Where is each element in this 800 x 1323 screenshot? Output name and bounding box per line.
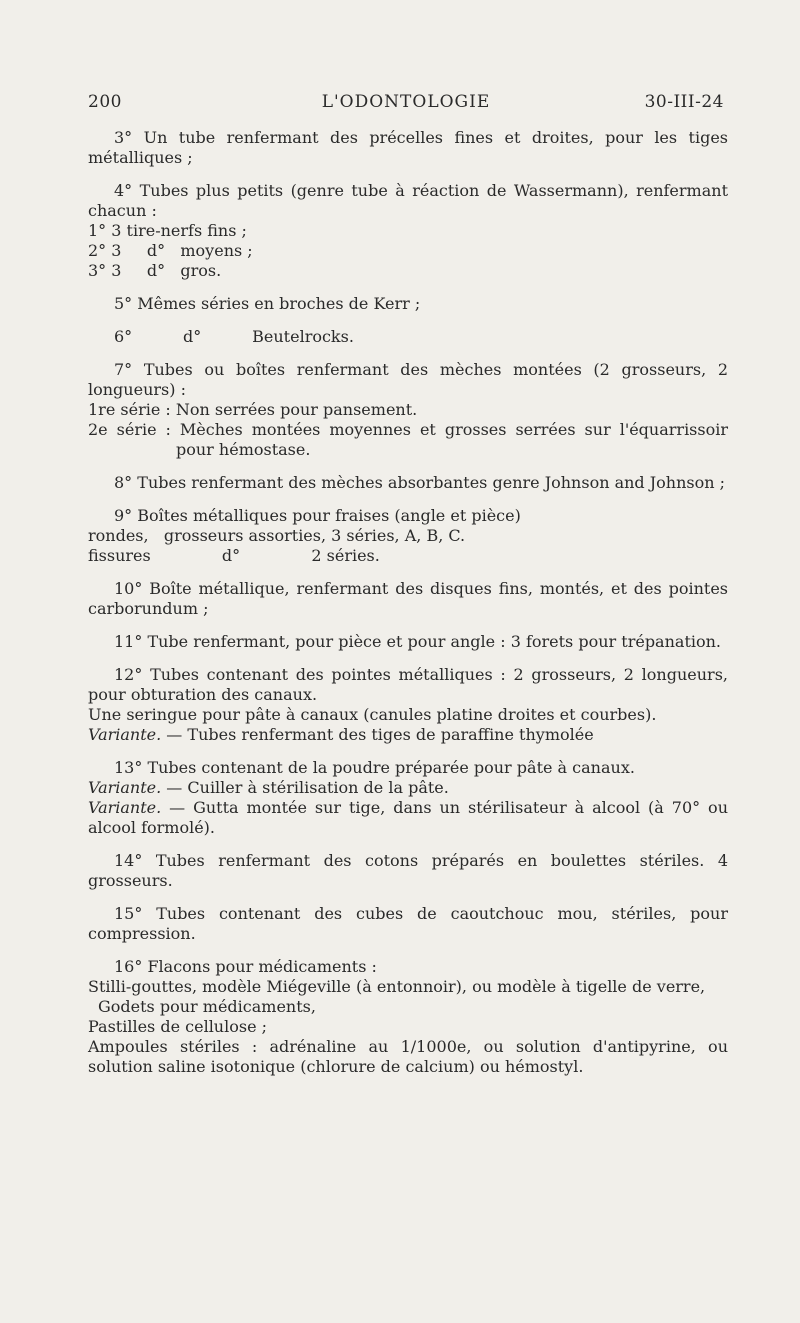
- item-4-sub-3: 3° 3 d° gros.: [88, 261, 222, 280]
- item-16-ampoules: Ampoules stériles : adrénaline au 1/1000e, ou solution d'antipyrine, ou solution saline isotonique (chlorure de calcium) ou hémostyl.: [88, 1037, 728, 1076]
- running-header: [88, 92, 724, 116]
- item-4: 4° Tubes plus petits (genre tube à réaction de Wassermann), renfermant chacun :: [88, 181, 728, 220]
- item-10: 10° Boîte métallique, renfermant des disques fins, montés, et des pointes carborundum ;: [88, 579, 728, 618]
- item-4-sub-1: 1° 3 tire-nerfs fins ;: [88, 221, 247, 240]
- item-16: 16° Flacons pour médicaments :: [114, 957, 377, 976]
- item-13-variante-1: [88, 778, 728, 798]
- variante-text: — Gutta montée sur tige, dans un stérilisateur à alcool (à 70° ou alcool formolé).: [88, 798, 728, 837]
- item-13-variante-2: [88, 798, 728, 838]
- item-7: 7° Tubes ou boîtes renfermant des mèches montées (2 grosseurs, 2 longueurs) :: [88, 360, 728, 399]
- item-15: 15° Tubes contenant des cubes de caoutchouc mou, stériles, pour compression.: [88, 904, 728, 943]
- item-3: 3° Un tube renfermant des précelles fines et droites, pour les tiges métalliques ;: [88, 128, 728, 167]
- item-9-fissures: fissures d° 2 séries.: [88, 546, 380, 565]
- item-11: 11° Tube renfermant, pour pièce et pour angle : 3 forets pour trépanation.: [114, 632, 722, 651]
- issue-date: 30-III-24: [644, 92, 724, 112]
- item-7-series-1: 1re série : Non serrées pour pansement.: [88, 400, 418, 419]
- item-12-seringue: Une seringue pour pâte à canaux (canules platine droites et courbes).: [88, 705, 657, 724]
- journal-title: L'ODONTOLOGIE: [321, 92, 491, 112]
- item-16-godets: Godets pour médicaments,: [98, 997, 316, 1016]
- variante-text: — Tubes renfermant des tiges de paraffine thymolée: [161, 725, 594, 744]
- item-7-series-2: 2e série : Mèches montées moyennes et grosses serrées sur l'équarrissoir pour hémostase.: [88, 420, 728, 459]
- variante-label: Variante.: [88, 725, 162, 744]
- item-13: 13° Tubes contenant de la poudre préparée pour pâte à canaux.: [114, 758, 635, 777]
- item-5: 5° Mêmes séries en broches de Kerr ;: [114, 294, 421, 313]
- item-6: 6° d° Beutelrocks.: [114, 327, 354, 346]
- variante-label: Variante.: [88, 798, 162, 817]
- item-16-pastilles: Pastilles de cellulose ;: [88, 1017, 268, 1036]
- variante-label: Variante.: [88, 778, 162, 797]
- item-4-sub-2: 2° 3 d° moyens ;: [88, 241, 253, 260]
- item-16-stilli-gouttes: Stilli-gouttes, modèle Miégeville (à entonnoir), ou modèle à tigelle de verre,: [88, 977, 706, 996]
- item-12: 12° Tubes contenant des pointes métalliques : 2 grosseurs, 2 longueurs, pour obturation des canaux.: [88, 665, 728, 704]
- variante-text: — Cuiller à stérilisation de la pâte.: [161, 778, 449, 797]
- item-12-variante: [88, 725, 728, 745]
- item-14: 14° Tubes renfermant des cotons préparés en boulettes stériles. 4 grosseurs.: [88, 851, 728, 890]
- page-body: [88, 128, 728, 1077]
- item-8: 8° Tubes renfermant des mèches absorbantes genre Johnson and Johnson ;: [114, 473, 726, 492]
- item-9: 9° Boîtes métalliques pour fraises (angle et pièce): [114, 506, 521, 525]
- item-9-rondes: rondes, grosseurs assorties, 3 séries, A, B, C.: [88, 526, 466, 545]
- page-number: 200: [88, 92, 122, 112]
